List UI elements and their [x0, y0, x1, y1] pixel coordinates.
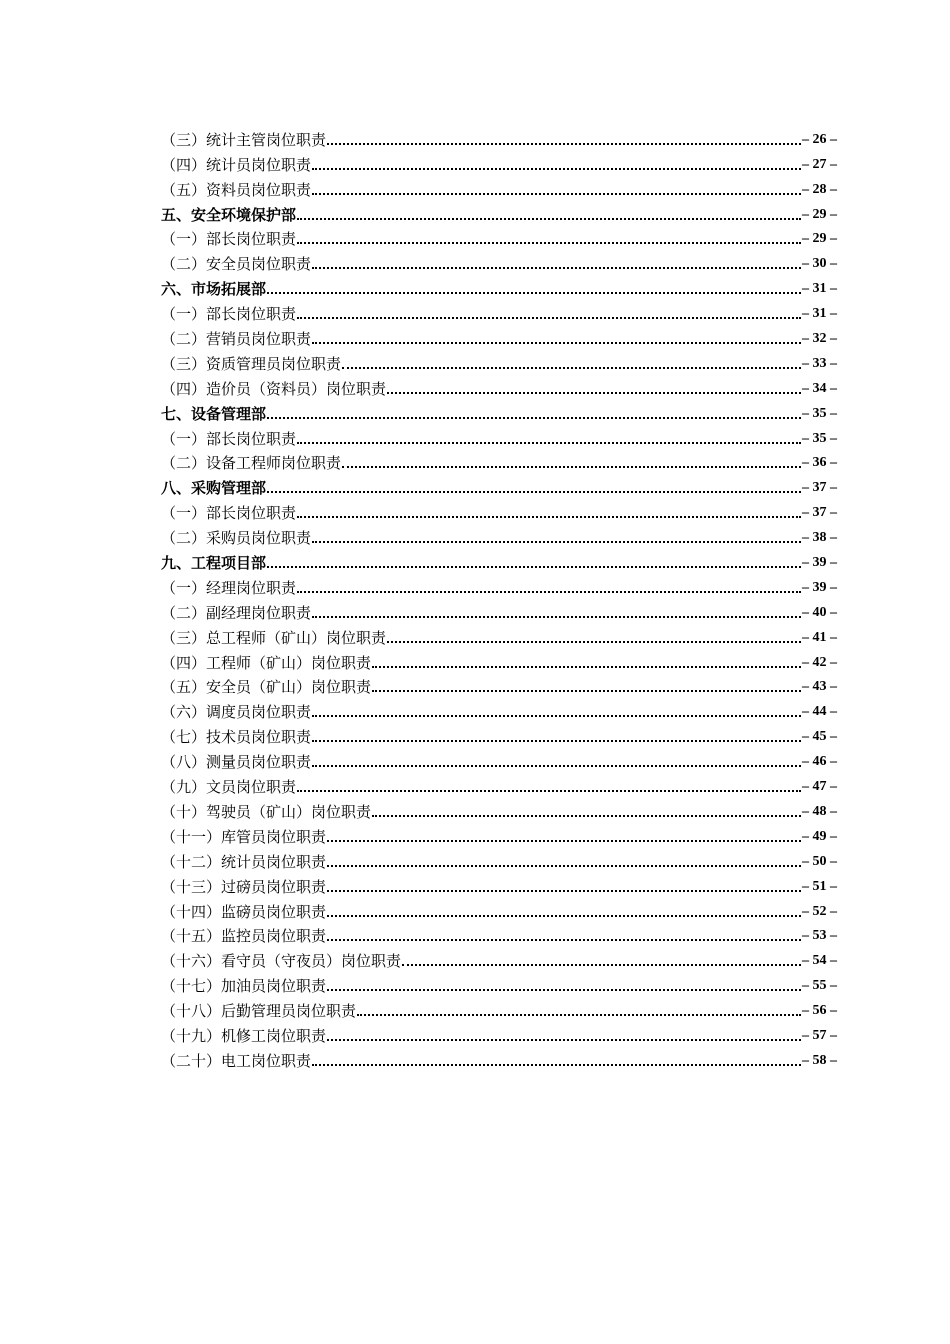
toc-page-number: – 55 –: [802, 978, 837, 994]
toc-entry[interactable]: [161, 423, 837, 448]
toc-page-number: – 29 –: [802, 206, 837, 222]
toc-entry[interactable]: [161, 373, 837, 398]
toc-entry-title: （三）总工程师（矿山）岗位职责: [161, 628, 387, 647]
toc-dot-leader: [387, 392, 801, 394]
toc-page-number: – 46 –: [802, 754, 837, 770]
toc-dot-leader: [327, 989, 801, 991]
toc-page-number: – 35 –: [802, 405, 837, 421]
toc-entry[interactable]: [161, 921, 837, 946]
toc-entry-title: （四）造价员（资料员）岗位职责: [161, 379, 387, 398]
toc-entry[interactable]: [161, 522, 837, 547]
toc-dot-leader: [327, 865, 801, 867]
toc-dot-leader: [312, 715, 801, 717]
toc-dot-leader: [297, 790, 801, 792]
toc-dot-leader: [267, 417, 801, 419]
toc-dot-leader: [327, 143, 801, 145]
toc-page-number: – 41 –: [802, 629, 837, 645]
toc-entry-title: （十）驾驶员（矿山）岗位职责: [161, 802, 372, 821]
toc-entry-title: （十八）后勤管理员岗位职责: [161, 1002, 357, 1021]
toc-entry[interactable]: [161, 1045, 837, 1070]
toc-section-entry[interactable]: [161, 199, 837, 224]
toc-entry-title: （十七）加油员岗位职责: [161, 977, 327, 996]
toc-entry-title: （二）安全员岗位职责: [161, 255, 312, 274]
toc-dot-leader: [327, 890, 801, 892]
toc-page-number: – 32 –: [802, 331, 837, 347]
toc-entry-title: （五）资料员岗位职责: [161, 180, 312, 199]
toc-page-number: – 28 –: [802, 181, 837, 197]
toc-entry[interactable]: [161, 771, 837, 796]
toc-page-number: – 40 –: [802, 604, 837, 620]
toc-page-number: – 52 –: [802, 903, 837, 919]
toc-entry-title: （二）采购员岗位职责: [161, 529, 312, 548]
toc-entry-title: （七）技术员岗位职责: [161, 728, 312, 747]
toc-section-entry[interactable]: [161, 273, 837, 298]
toc-entry[interactable]: [161, 323, 837, 348]
toc-page-number: – 42 –: [802, 654, 837, 670]
toc-entry[interactable]: [161, 572, 837, 597]
toc-entry[interactable]: [161, 696, 837, 721]
toc-page-number: – 49 –: [802, 828, 837, 844]
toc-entry[interactable]: [161, 597, 837, 622]
toc-entry-title: （四）统计员岗位职责: [161, 155, 312, 174]
toc-dot-leader: [312, 342, 801, 344]
toc-dot-leader: [402, 964, 801, 966]
toc-entry-title: （五）安全员（矿山）岗位职责: [161, 678, 372, 697]
toc-entry[interactable]: [161, 1020, 837, 1045]
toc-entry[interactable]: [161, 497, 837, 522]
toc-entry-title: （六）调度员岗位职责: [161, 703, 312, 722]
toc-dot-leader: [267, 566, 801, 568]
toc-page-number: – 38 –: [802, 530, 837, 546]
toc-dot-leader: [297, 218, 801, 220]
toc-entry-title: （一）经理岗位职责: [161, 578, 297, 597]
toc-page-number: – 30 –: [802, 256, 837, 272]
toc-entry[interactable]: [161, 448, 837, 473]
toc-page-number: – 44 –: [802, 704, 837, 720]
toc-entry-title: （十四）监磅员岗位职责: [161, 902, 327, 921]
toc-entry-title: （十九）机修工岗位职责: [161, 1026, 327, 1045]
toc-page-number: – 51 –: [802, 878, 837, 894]
toc-entry[interactable]: [161, 224, 837, 249]
toc-page-number: – 54 –: [802, 953, 837, 969]
toc-page-number: – 29 –: [802, 231, 837, 247]
toc-entry-title: （十三）过磅员岗位职责: [161, 877, 327, 896]
toc-dot-leader: [372, 815, 801, 817]
toc-section-entry[interactable]: [161, 472, 837, 497]
toc-dot-leader: [357, 1014, 801, 1016]
toc-entry-title: （十二）统计员岗位职责: [161, 852, 327, 871]
toc-dot-leader: [312, 168, 801, 170]
toc-entry[interactable]: [161, 945, 837, 970]
toc-entry-title: （十六）看守员（守夜员）岗位职责: [161, 952, 402, 971]
toc-entry[interactable]: [161, 174, 837, 199]
toc-entry-title: （一）部长岗位职责: [161, 504, 297, 523]
toc-section-entry[interactable]: [161, 547, 837, 572]
toc-entry-title: 六、市场拓展部: [161, 280, 267, 299]
toc-entry-title: 九、工程项目部: [161, 554, 267, 573]
toc-entry[interactable]: [161, 995, 837, 1020]
toc-page-number: – 58 –: [802, 1052, 837, 1068]
toc-page-number: – 33 –: [802, 355, 837, 371]
table-of-contents: [161, 124, 837, 1070]
toc-dot-leader: [312, 740, 801, 742]
toc-dot-leader: [312, 765, 801, 767]
toc-page-number: – 37 –: [802, 480, 837, 496]
toc-entry[interactable]: [161, 871, 837, 896]
toc-entry[interactable]: [161, 821, 837, 846]
toc-entry[interactable]: [161, 796, 837, 821]
toc-page-number: – 35 –: [802, 430, 837, 446]
toc-page-number: – 53 –: [802, 928, 837, 944]
toc-entry-title: （二）副经理岗位职责: [161, 603, 312, 622]
toc-dot-leader: [297, 591, 801, 593]
toc-entry[interactable]: [161, 348, 837, 373]
toc-entry[interactable]: [161, 846, 837, 871]
toc-entry-title: 七、设备管理部: [161, 404, 267, 423]
toc-page-number: – 36 –: [802, 455, 837, 471]
toc-entry[interactable]: [161, 896, 837, 921]
toc-entry[interactable]: [161, 721, 837, 746]
toc-dot-leader: [372, 666, 801, 668]
toc-dot-leader: [267, 292, 801, 294]
toc-dot-leader: [312, 1064, 801, 1066]
toc-page-number: – 50 –: [802, 853, 837, 869]
toc-page-number: – 31 –: [802, 281, 837, 297]
toc-entry-title: （二）设备工程师岗位职责: [161, 454, 342, 473]
toc-entry-title: （八）测量员岗位职责: [161, 753, 312, 772]
toc-entry-title: （三）资质管理员岗位职责: [161, 354, 342, 373]
toc-dot-leader: [387, 641, 801, 643]
toc-dot-leader: [267, 491, 801, 493]
toc-entry[interactable]: [161, 149, 837, 174]
toc-dot-leader: [372, 690, 801, 692]
toc-dot-leader: [312, 193, 801, 195]
toc-dot-leader: [297, 442, 801, 444]
toc-dot-leader: [327, 840, 801, 842]
toc-entry[interactable]: [161, 746, 837, 771]
toc-dot-leader: [342, 466, 801, 468]
toc-dot-leader: [297, 516, 801, 518]
toc-entry[interactable]: [161, 298, 837, 323]
toc-entry-title: （二十）电工岗位职责: [161, 1051, 312, 1070]
toc-entry[interactable]: [161, 970, 837, 995]
toc-entry-title: （四）工程师（矿山）岗位职责: [161, 653, 372, 672]
toc-entry-title: （十五）监控员岗位职责: [161, 927, 327, 946]
toc-page-number: – 31 –: [802, 306, 837, 322]
toc-dot-leader: [327, 1039, 801, 1041]
toc-page-number: – 45 –: [802, 729, 837, 745]
toc-dot-leader: [297, 317, 801, 319]
toc-dot-leader: [327, 915, 801, 917]
toc-page-number: – 27 –: [802, 156, 837, 172]
toc-entry[interactable]: [161, 248, 837, 273]
toc-entry-title: （十一）库管员岗位职责: [161, 827, 327, 846]
toc-dot-leader: [327, 939, 801, 941]
toc-dot-leader: [312, 616, 801, 618]
toc-entry[interactable]: [161, 647, 837, 672]
toc-page-number: – 47 –: [802, 779, 837, 795]
toc-entry-title: （一）部长岗位职责: [161, 230, 297, 249]
toc-entry[interactable]: [161, 622, 837, 647]
toc-page-number: – 43 –: [802, 679, 837, 695]
toc-entry[interactable]: [161, 672, 837, 697]
toc-page-number: – 48 –: [802, 803, 837, 819]
toc-entry-title: （一）部长岗位职责: [161, 305, 297, 324]
toc-page-number: – 56 –: [802, 1003, 837, 1019]
toc-page-number: – 34 –: [802, 380, 837, 396]
toc-dot-leader: [342, 367, 801, 369]
toc-entry-title: （二）营销员岗位职责: [161, 330, 312, 349]
toc-entry-title: （三）统计主管岗位职责: [161, 130, 327, 149]
toc-entry-title: （九）文员岗位职责: [161, 778, 297, 797]
toc-entry-title: 五、安全环境保护部: [161, 205, 297, 224]
toc-page-number: – 39 –: [802, 555, 837, 571]
toc-page-number: – 57 –: [802, 1027, 837, 1043]
toc-dot-leader: [297, 242, 801, 244]
toc-entry[interactable]: [161, 124, 837, 149]
toc-page-number: – 26 –: [802, 131, 837, 147]
toc-section-entry[interactable]: [161, 398, 837, 423]
toc-dot-leader: [312, 267, 801, 269]
toc-entry-title: 八、采购管理部: [161, 479, 267, 498]
toc-page-number: – 39 –: [802, 579, 837, 595]
toc-page-number: – 37 –: [802, 505, 837, 521]
toc-dot-leader: [312, 541, 801, 543]
toc-entry-title: （一）部长岗位职责: [161, 429, 297, 448]
